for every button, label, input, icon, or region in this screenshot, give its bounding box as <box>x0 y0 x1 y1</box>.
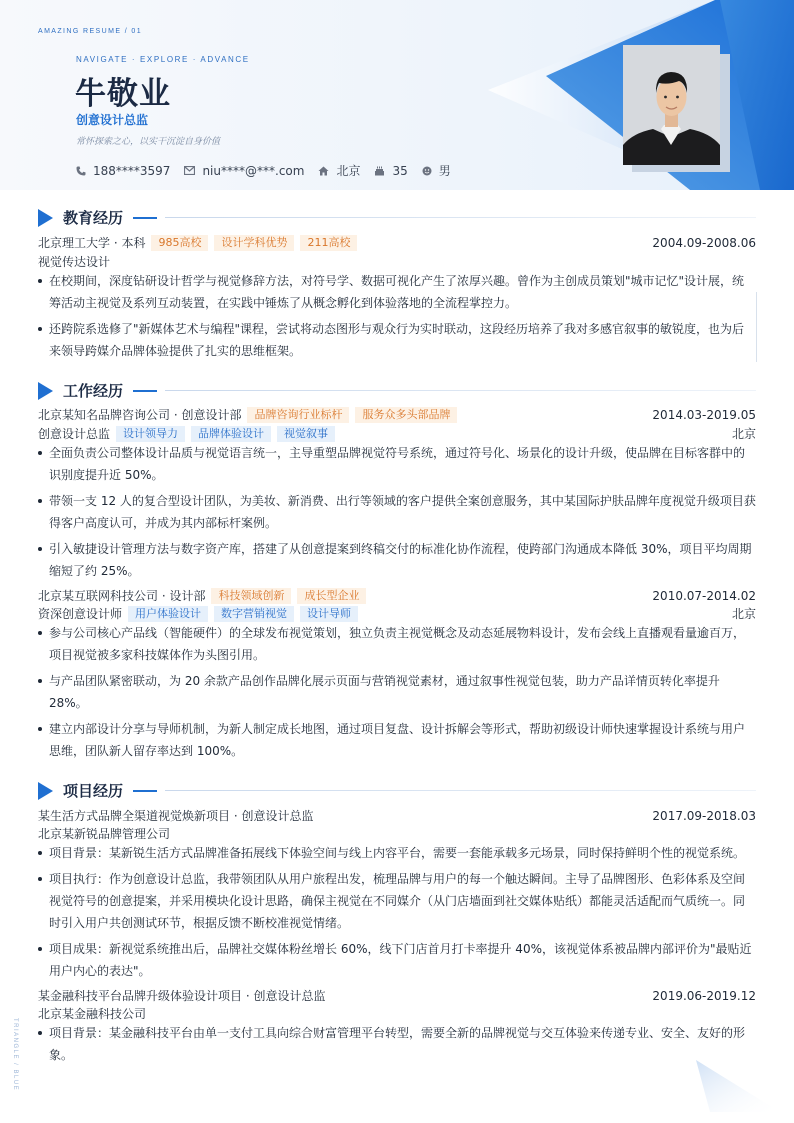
school-tag: 985高校 <box>151 235 208 251</box>
contact-email <box>184 164 304 178</box>
work-bullet: 建立内部设计分享与导师机制，为新人制定成长地图，通过项目复盘、设计拆解会等形式，帮助初级设计师快速掌握设计系统与用户思维，团队新人留存率达到 100%。 <box>38 718 756 762</box>
work-location: 北京 <box>731 607 756 621</box>
section-dash <box>133 217 157 219</box>
school-tag: 211高校 <box>300 235 357 251</box>
education-bullet: 还跨院系选修了"新媒体艺术与编程"课程，尝试将动态图形与观众行为实时联动，这段经历培养了我对多感官叙事的敏锐度，也为后来领导跨媒介品牌体验提供了扎实的思维框架。 <box>38 318 756 362</box>
section-dash <box>133 790 157 792</box>
age-text: 35 <box>392 163 408 178</box>
company-tag: 品牌咨询行业标杆 <box>247 407 349 423</box>
work-role-row <box>38 605 756 622</box>
contact-list <box>76 162 465 179</box>
work-bullet: 与产品团队紧密联动，为 20 余款产品创作品牌化展示页面与营销视觉素材，通过叙事性视觉包装，助力产品详情页转化率提升 28%。 <box>38 670 756 714</box>
skill-tag: 设计导师 <box>300 606 358 622</box>
project-bullet: 项目背景：某金融科技平台由单一支付工具向综合财富管理平台转型，需要全新的品牌视觉与交互体验来传递专业、安全、友好的形象。 <box>38 1022 756 1066</box>
company-tag: 成长型企业 <box>297 588 366 604</box>
candidate-title: 创意设计总监 <box>76 113 149 127</box>
project-date: 2017.09-2018.03 <box>652 808 756 823</box>
section-title: 项目经历 <box>63 782 124 800</box>
section-dash <box>133 390 157 392</box>
side-caption: TRIANGLE / BLUE <box>12 1018 18 1092</box>
project-client: 北京某金融科技公司 <box>38 1007 147 1021</box>
mail-icon <box>184 166 195 175</box>
project-bullet: 项目执行：作为创意设计总监，我带领团队从用户旅程出发，梳理品牌与用户的每一个触达瞬间。主导了品牌图形、色彩体系及空间视觉符号的创意提案，并采用模块化设计思路，确保主视觉在不同媒介（从门店墙面到社交媒体贴纸）都能灵活适配而气质统一。同时引入用户共创测试环节，根据反馈不断校准视觉情绪。 <box>38 868 756 934</box>
cake-icon <box>374 166 385 176</box>
section-education <box>38 207 756 228</box>
section-projects <box>38 780 756 801</box>
work-bullet: 带领一支 12 人的复合型设计团队，为美妆、新消费、出行等领域的客户提供全案创意服务，其中某国际护肤品牌年度视觉升级项目获得客户高度认可，并成为其内部标杆案例。 <box>38 490 756 534</box>
work-bullet: 全面负责公司整体设计品质与视觉语言统一，主导重塑品牌视觉符号系统，通过符号化、场景化的设计升级，使品牌在目标客群中的识别度提升近 50%。 <box>38 442 756 486</box>
project-client-row <box>38 825 756 842</box>
skill-tag: 品牌体验设计 <box>191 426 271 442</box>
city-text: 北京 <box>336 164 361 178</box>
education-header <box>38 234 756 251</box>
skill-tag: 设计领导力 <box>116 426 185 442</box>
company-tag: 服务众多头部品牌 <box>355 407 457 423</box>
candidate-name: 牛敬业 <box>75 76 171 112</box>
triangle-marker-icon <box>38 382 53 400</box>
contact-city <box>318 162 360 179</box>
section-title: 工作经历 <box>63 382 124 400</box>
motto: 常怀探索之心，以实干沉淀自身价值 <box>76 137 221 147</box>
triangle-marker-icon <box>38 209 53 227</box>
project-bullet: 项目成果：新视觉系统推出后，品牌社交媒体粉丝增长 60%，线下门店首月打卡率提升 40%，该视觉体系被品牌内部评价为"最贴近用户内心的表达"。 <box>38 938 756 982</box>
tagline: NAVIGATE · EXPLORE · ADVANCE <box>76 55 250 64</box>
company-name: 北京某互联网科技公司 · 设计部 <box>38 589 206 603</box>
company-tag: 科技领域创新 <box>211 588 291 604</box>
section-work <box>38 380 756 401</box>
project-date: 2019.06-2019.12 <box>652 988 756 1003</box>
section-rule <box>165 217 756 218</box>
section-rule <box>165 390 756 391</box>
contact-gender <box>422 162 451 179</box>
education-bullet: 在校期间，深度钻研设计哲学与视觉修辞方法，对符号学、数据可视化产生了浓厚兴趣。曾作为主创成员策划"城市记忆"设计展，统筹活动主视觉及系列互动装置，在实践中锤炼了从概念孵化到体验落地的全流程掌控力。 <box>38 270 756 314</box>
work-location: 北京 <box>731 427 756 441</box>
phone-text: 188****3597 <box>93 163 171 178</box>
work-header <box>38 406 756 423</box>
skill-tag: 视觉叙事 <box>277 426 335 442</box>
school-name: 北京理工大学 · 本科 <box>38 236 146 250</box>
education-major-row <box>38 253 756 270</box>
project-header <box>38 987 756 1004</box>
project-bullet: 项目背景：某新锐生活方式品牌准备拓展线下体验空间与线上内容平台，需要一套能承载多元场景，同时保持鲜明个性的视觉系统。 <box>38 842 756 864</box>
role: 资深创意设计师 <box>38 607 123 621</box>
skill-tag: 数字营销视觉 <box>214 606 294 622</box>
work-role-row <box>38 425 756 442</box>
project-header <box>38 807 756 824</box>
section-rule <box>165 790 756 791</box>
major: 视觉传达设计 <box>38 255 111 269</box>
email-text: niu****@***.com <box>202 163 305 178</box>
project-client: 北京某新锐品牌管理公司 <box>38 827 171 841</box>
contact-phone <box>76 164 170 178</box>
phone-icon <box>76 166 86 176</box>
home-icon <box>318 166 329 176</box>
section-title: 教育经历 <box>63 209 124 227</box>
project-name: 某生活方式品牌全渠道视觉焕新项目 · 创意设计总监 <box>38 809 314 823</box>
work-date: 2014.03-2019.05 <box>652 407 756 422</box>
project-client-row <box>38 1005 756 1022</box>
role: 创意设计总监 <box>38 427 111 441</box>
education-date: 2004.09-2008.06 <box>652 235 756 250</box>
divider <box>756 292 757 362</box>
profile-photo <box>623 45 720 165</box>
company-name: 北京某知名品牌咨询公司 · 创意设计部 <box>38 408 242 422</box>
resume-header <box>0 0 794 190</box>
project-name: 某金融科技平台品牌升级体验设计项目 · 创意设计总监 <box>38 989 326 1003</box>
skill-tag: 用户体验设计 <box>128 606 208 622</box>
brand-label: AMAZING RESUME / 01 <box>38 28 143 35</box>
smile-icon <box>422 166 432 176</box>
gender-text: 男 <box>438 164 451 178</box>
triangle-marker-icon <box>38 782 53 800</box>
work-header <box>38 587 756 604</box>
school-tag: 设计学科优势 <box>214 235 294 251</box>
work-bullet: 引入敏捷设计管理方法与数字资产库，搭建了从创意提案到终稿交付的标准化协作流程，使跨部门沟通成本降低 30%，项目平均周期缩短了约 25%。 <box>38 538 756 582</box>
contact-age <box>374 164 407 178</box>
work-date: 2010.07-2014.02 <box>652 588 756 603</box>
corner-triangle <box>690 1060 794 1123</box>
work-bullet: 参与公司核心产品线（智能硬件）的全球发布视觉策划，独立负责主视觉概念及动态延展物料设计，发布会线上直播观看量逾百万，项目视觉被多家科技媒体作为头图引用。 <box>38 622 756 666</box>
